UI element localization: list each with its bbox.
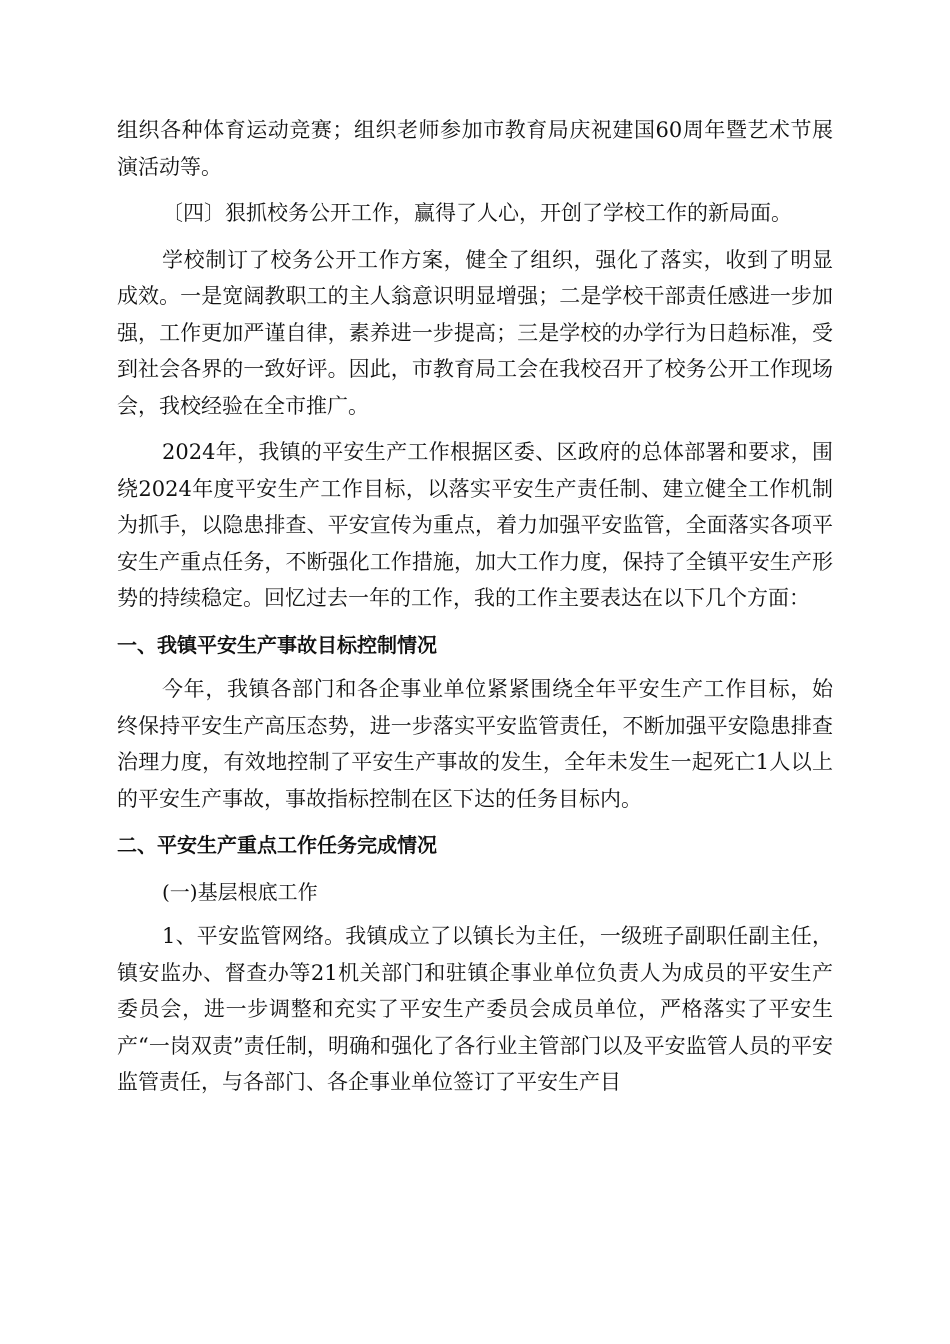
heading-accident-control: 一、我镇平安生产事故目标控制情况 [117, 632, 437, 657]
paragraph-safety-intro: 2024年，我镇的平安生产工作根据区委、区政府的总体部署和要求，围绕2024年度平安生产工作目标，以落实平安生产责任制、建立健全工作机制为抓手，以隐患排查、平安宣传为重点，着力加强平安监管，全面落实各项平安生产重点任务，不断强化工作措施，加大工作力度，保持了全镇平安生产形势的持续稳定。回忆过去一年的工作，我的工作主要表达在以下几个方面： [117, 440, 833, 610]
paragraph-school-affairs: 学校制订了校务公开工作方案，健全了组织，强化了落实，收到了明显成效。一是宽阔教职工的主人翁意识明显增强；二是学校干部责任感进一步加强，工作更加严谨自律，素养进一步提高；三是学校的办学行为日趋标准，受到社会各界的一致好评。因此，市教育局工会在我校召开了校务公开工作现场会，我校经验在全市推广。 [117, 247, 833, 418]
paragraph-sports: 组织各种体育运动竞赛；组织老师参加市教育局庆祝建国60周年暨艺术节展演活动等。 [117, 118, 833, 179]
paragraph-section-four-title: 〔四〕狠抓校务公开工作，赢得了人心，开创了学校工作的新局面。 [162, 201, 792, 225]
heading-key-tasks: 二、平安生产重点工作任务完成情况 [117, 833, 437, 857]
paragraph-accident-control: 今年，我镇各部门和各企事业单位紧紧围绕全年平安生产工作目标，始终保持平安生产高压态势，进一步落实平安监管责任，不断加强平安隐患排查治理力度，有效地控制了平安生产事故的发生，全年未发生一起死亡1人以上的平安生产事故，事故指标控制在区下达的任务目标内。 [117, 677, 833, 811]
paragraph-supervision-network: 1、平安监管网络。我镇成立了以镇长为主任，一级班子副职任副主任，镇安监办、督查办等21机关部门和驻镇企事业单位负责人为成员的平安生产委员会，进一步调整和充实了平安生产委员会成员单位，严格落实了平安生产“一岗双责”责任制，明确和强化了各行业主管部门以及平安监管人员的平安监管责任，与各部门、各企事业单位签订了平安生产目 [117, 924, 833, 1094]
document-page [117, 112, 833, 1101]
subheading-grassroots: (一)基层根底工作 [162, 879, 318, 904]
